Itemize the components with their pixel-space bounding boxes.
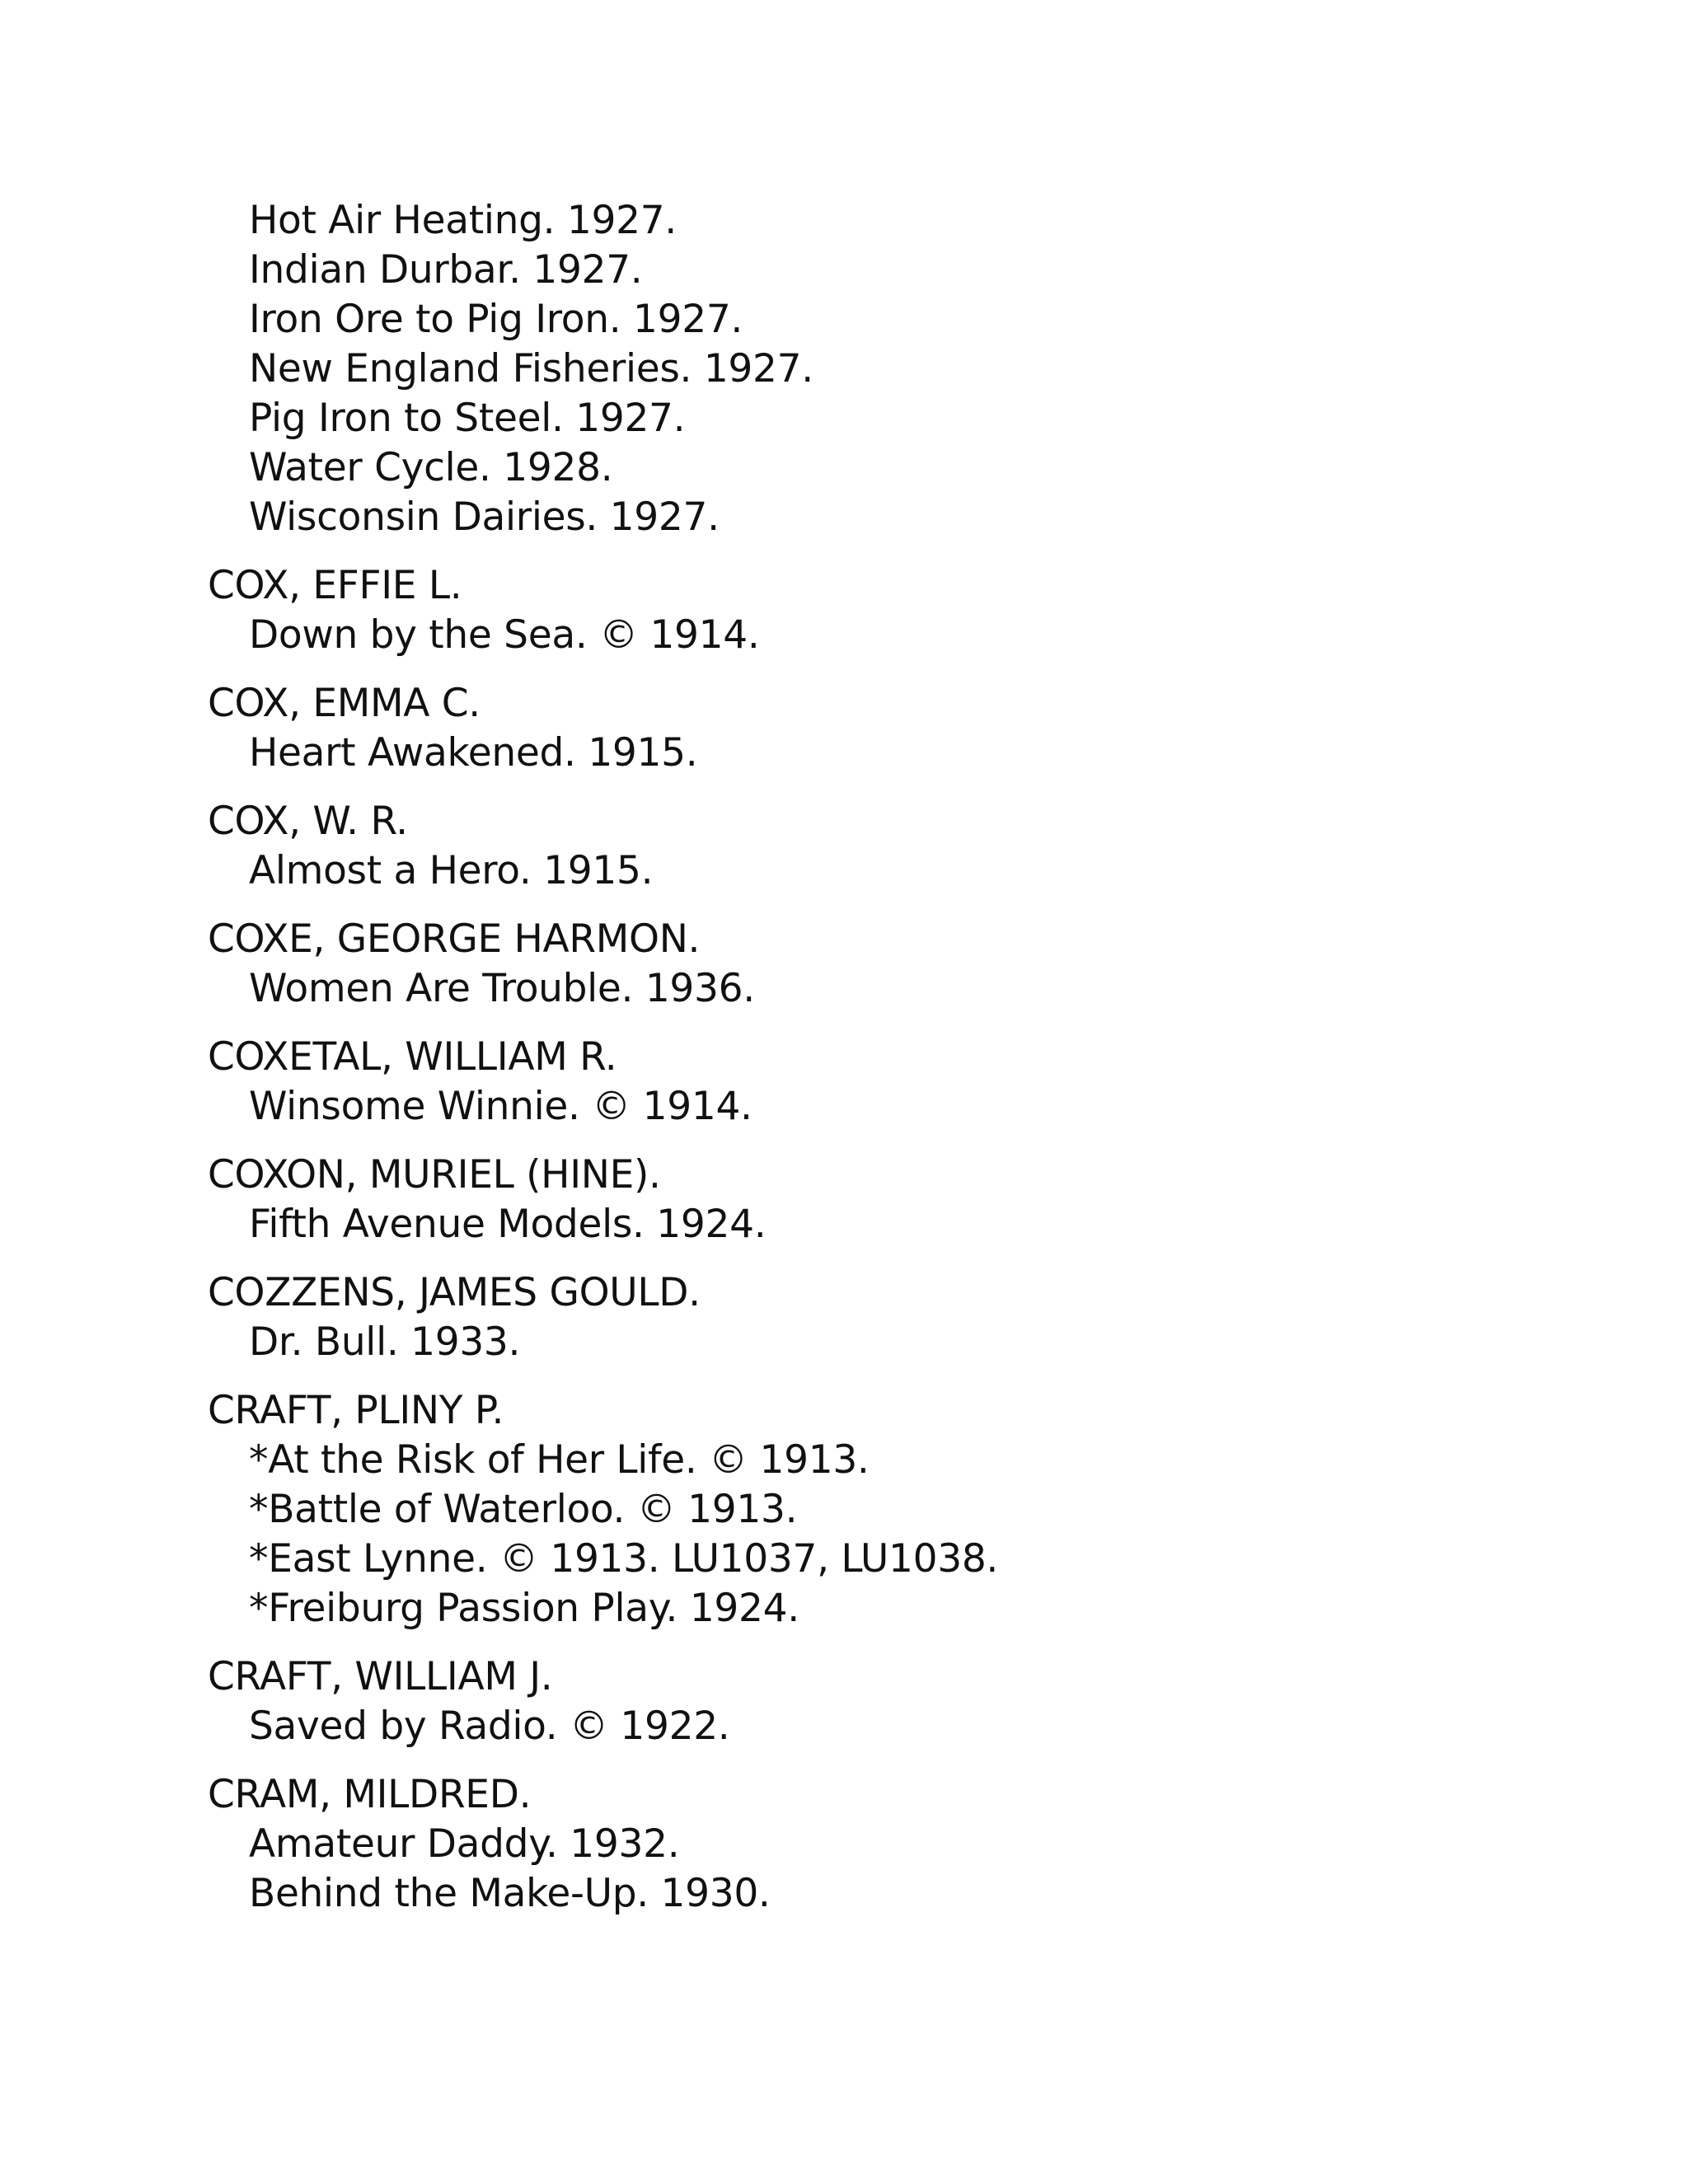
film-title: *Freiburg Passion Play. 1924. — [249, 1586, 799, 1631]
film-title: Amateur Daddy. 1932. — [249, 1821, 680, 1867]
author-name: COX, EFFIE L. — [208, 563, 462, 608]
film-title: Almost a Hero. 1915. — [249, 848, 654, 893]
entry-cram-mildred — [208, 1770, 1526, 1919]
film-title: Iron Ore to Pig Iron. 1927. — [249, 297, 743, 342]
entry-coxon-muriel — [208, 1151, 1526, 1249]
entry-coxe-george — [208, 915, 1526, 1014]
film-title: Pig Iron to Steel. 1927. — [249, 396, 686, 441]
film-title: New England Fisheries. 1927. — [249, 346, 814, 391]
film-title: Winsome Winnie. © 1914. — [249, 1084, 753, 1129]
author-name: COZZENS, JAMES GOULD. — [208, 1270, 701, 1315]
entry-craft-pliny — [208, 1386, 1526, 1633]
entry-coxetal-william — [208, 1033, 1526, 1132]
film-title: *Battle of Waterloo. © 1913. — [249, 1487, 798, 1532]
film-title: Heart Awakened. 1915. — [249, 730, 698, 776]
film-title: Down by the Sea. © 1914. — [249, 612, 760, 658]
entry-cox-w-r — [208, 797, 1526, 896]
author-name: COX, EMMA C. — [208, 681, 481, 726]
author-name: COXE, GEORGE HARMON. — [208, 916, 701, 962]
author-name: CRAFT, WILLIAM J. — [208, 1654, 553, 1699]
film-title: Saved by Radio. © 1922. — [249, 1704, 730, 1749]
entry-cox-effie — [208, 561, 1526, 660]
film-title: Water Cycle. 1928. — [249, 445, 613, 490]
film-title: *East Lynne. © 1913. LU1037, LU1038. — [249, 1536, 999, 1582]
entry-cox-emma — [208, 679, 1526, 778]
entry-cozzens-james — [208, 1268, 1526, 1367]
entry-craft-william — [208, 1652, 1526, 1751]
film-title: Behind the Make-Up. 1930. — [249, 1871, 771, 1916]
film-title: Dr. Bull. 1933. — [249, 1319, 521, 1365]
film-title: Indian Durbar. 1927. — [249, 247, 643, 293]
film-title: Women Are Trouble. 1936. — [249, 966, 755, 1011]
author-name: COXETAL, WILLIAM R. — [208, 1034, 617, 1080]
author-name: COX, W. R. — [208, 799, 408, 844]
index-page — [208, 196, 1526, 1938]
film-title: Hot Air Heating. 1927. — [249, 198, 677, 243]
author-name: CRAFT, PLINY P. — [208, 1388, 504, 1433]
film-title: *At the Risk of Her Life. © 1913. — [249, 1437, 870, 1483]
author-name: COXON, MURIEL (HINE). — [208, 1152, 661, 1197]
entry-continued — [208, 196, 1526, 542]
film-title: Fifth Avenue Models. 1924. — [249, 1202, 767, 1247]
film-title: Wisconsin Dairies. 1927. — [249, 494, 720, 540]
author-name: CRAM, MILDRED. — [208, 1772, 532, 1817]
